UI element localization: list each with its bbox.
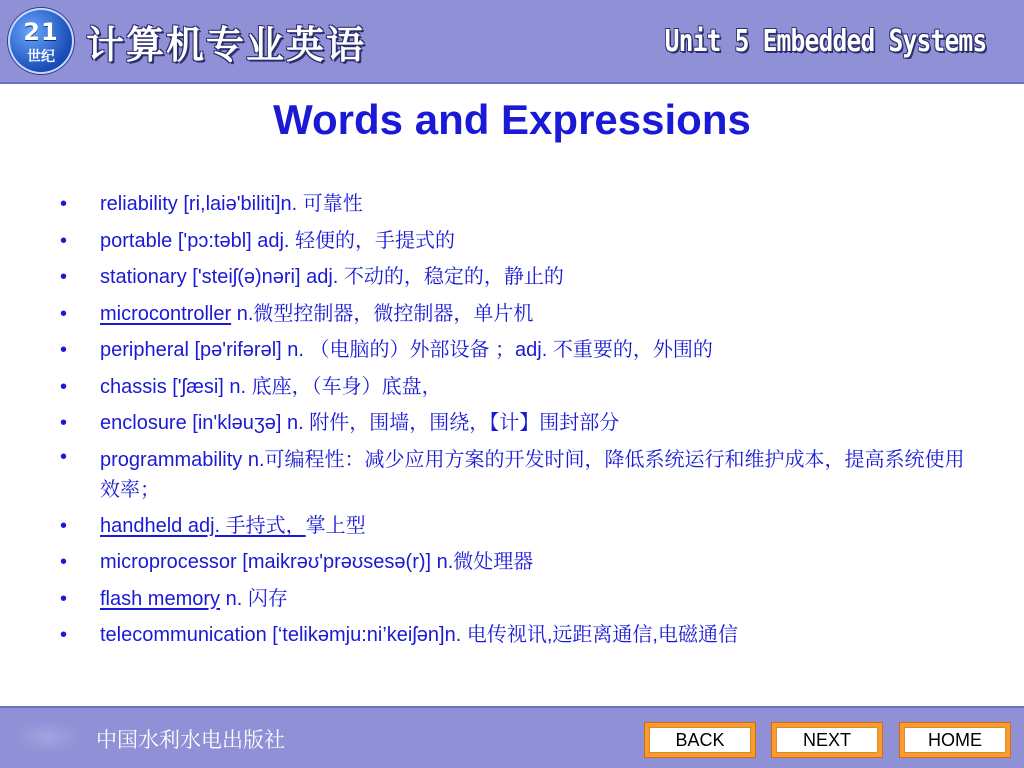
word-text: peripheral [pə'rifərəl] n. （电脑的）外部设备 ；adj. 不重要的，外围的 <box>100 339 713 361</box>
course-title: 计算机专业英语 <box>86 23 367 67</box>
word-text: chassis ['ʃæsi] n. 底座，（车身）底盘， <box>100 375 442 398</box>
word-term-link[interactable]: microcontroller <box>100 302 232 325</box>
page-title: Words and Expressions <box>273 96 751 143</box>
next-button[interactable] <box>771 722 883 758</box>
word-text: enclosure [in'kləuʒə] n. 附件，围墙，围绕，【计】围封部分 <box>100 412 620 434</box>
word-item <box>60 332 980 369</box>
word-item <box>60 405 980 442</box>
next-button-label: NEXT <box>776 727 878 753</box>
logo-text: 世纪 <box>27 49 55 65</box>
back-button[interactable] <box>644 722 756 758</box>
footer-band <box>0 706 1024 768</box>
footer-decoration <box>12 720 82 754</box>
word-item <box>60 442 980 508</box>
word-item <box>60 259 980 296</box>
word-item <box>60 508 980 545</box>
word-item <box>60 223 980 260</box>
back-button-label: BACK <box>649 727 751 753</box>
word-text: n.微型控制器，微控制器，单片机 <box>231 302 534 325</box>
word-text: 掌上型 <box>305 514 366 537</box>
word-item <box>60 296 980 333</box>
home-button[interactable] <box>899 722 1011 758</box>
word-text: stationary ['steiʃ(ə)nəri] adj. 不动的，稳定的，静止的 <box>100 266 564 288</box>
word-term-link[interactable]: handheld adj. 手持式， <box>100 514 306 537</box>
word-text: programmability n.可编程性：减少应用方案的开发时间，降低系统运行和维护成本，提高系统使用效率； <box>100 448 965 501</box>
unit-title: Unit 5 Embedded Systems <box>664 24 986 59</box>
publisher-name: 中国水利水电出版社 <box>96 728 285 752</box>
word-item <box>60 186 980 223</box>
word-text: microprocessor [maikrəʊ'prəʊsesə(r)] n.微处理器 <box>100 551 534 573</box>
word-term-link[interactable]: flash memory <box>100 587 221 610</box>
home-button-label: HOME <box>904 727 1006 753</box>
word-text: portable ['pɔ:təbl] adj. 轻便的，手提式的 <box>100 229 456 252</box>
word-item <box>60 581 980 618</box>
word-text: telecommunication [‘telikəmju:ni’keiʃən]n. 电传视讯,远距离通信,电磁通信 <box>100 624 738 646</box>
logo-number: 21 <box>23 18 59 46</box>
word-item <box>60 617 980 654</box>
word-list <box>60 186 980 654</box>
logo-emblem-icon <box>8 8 74 74</box>
header-band <box>0 0 1024 84</box>
word-item <box>60 544 980 581</box>
word-item <box>60 369 980 406</box>
word-text: reliability [ri,laiə'biliti]n. 可靠性 <box>100 193 363 215</box>
word-text: n. 闪存 <box>220 587 288 610</box>
